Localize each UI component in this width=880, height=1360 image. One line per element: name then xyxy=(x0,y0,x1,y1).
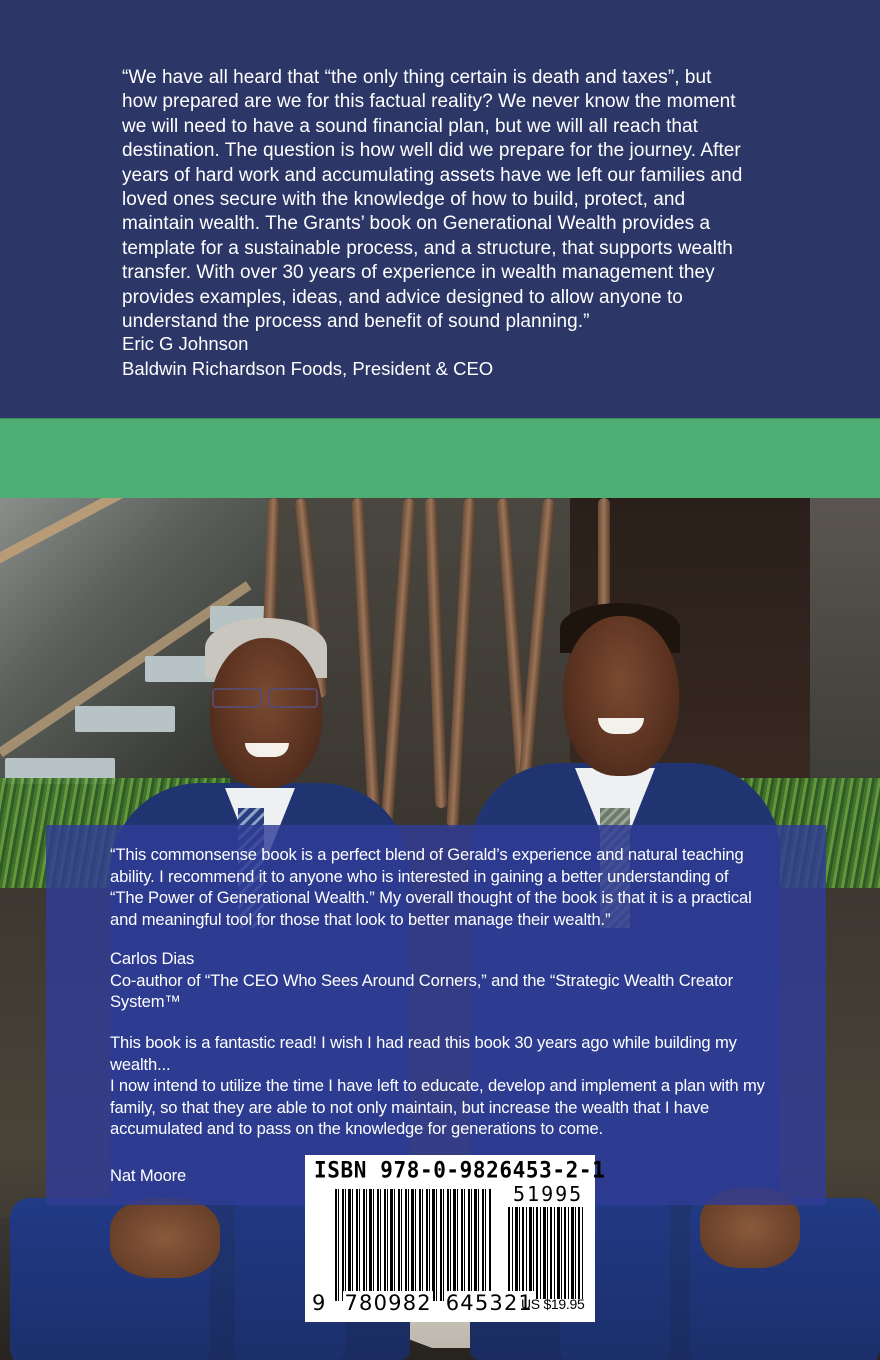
clasped-hands xyxy=(110,1198,220,1278)
quote-line: This book is a fantastic read! I wish I had read this book 30 years ago while building my xyxy=(110,1033,737,1052)
price-addon-code: 51995 xyxy=(513,1182,584,1206)
endorsement-quote-carlos-dias xyxy=(110,844,810,930)
quote-line: accumulated and to pass on the knowledge for generations to come. xyxy=(110,1119,603,1139)
tree-branch xyxy=(598,498,610,618)
quote-line: “The Power of Generational Wealth.” My overall thought of the book is that it is a practical xyxy=(110,888,752,908)
endorser-name: Nat Moore xyxy=(110,1166,187,1185)
ean-right-group: 645321 xyxy=(445,1291,534,1315)
ean13-bars xyxy=(335,1189,492,1301)
endorser-name: Carlos Dias xyxy=(110,949,195,968)
retail-price: US $19.95 xyxy=(521,1296,585,1312)
isbn-barcode xyxy=(305,1155,606,1322)
quote-line: “We have all heard that “the only thing certain is death and taxes”, but xyxy=(122,67,712,88)
green-divider-band xyxy=(0,418,880,498)
endorser-title: Baldwin Richardson Foods, President & CEO xyxy=(122,357,494,379)
older-man-face xyxy=(210,638,322,788)
tree-branch xyxy=(381,498,416,828)
tree-branch xyxy=(446,498,475,828)
quote-line: loved ones secure with the knowledge of how to build, protect, and xyxy=(122,189,686,211)
quote-line: we will need to have a sound financial plan, but we will all reach that xyxy=(122,115,698,137)
endorsement-attribution xyxy=(110,948,810,1013)
quote-line: “This commonsense book is a perfect blend of Gerald’s experience and natural teaching xyxy=(110,845,744,864)
glasses xyxy=(212,688,262,708)
quote-line: I now intend to utilize the time I have left to educate, develop and implement a plan with my xyxy=(110,1076,765,1096)
ean-left-group: 780982 xyxy=(344,1291,432,1315)
tree-branch xyxy=(517,498,555,798)
quote-line: provides examples, ideas, and advice designed to allow anyone to xyxy=(122,286,683,308)
endorser-name: Eric G Johnson xyxy=(122,333,249,354)
price-addon-bars xyxy=(508,1207,584,1299)
quote-line: maintain wealth. The Grants’ book on Generational Wealth provides a xyxy=(122,213,711,235)
top-endorsement-panel xyxy=(0,0,880,418)
quote-line: destination. The question is how well did we prepare for the journey. After xyxy=(122,140,741,162)
endorser-title: Co-author of “The CEO Who Sees Around Corners,” and the “Strategic Wealth Creator xyxy=(110,970,734,990)
quote-line: wealth... xyxy=(110,1054,171,1074)
ean-digits xyxy=(311,1291,534,1315)
quote-line: understand the process and benefit of sound planning.” xyxy=(122,311,590,333)
quote-line: family, so that they are able to not only maintain, but increase the wealth that I have xyxy=(110,1097,710,1117)
quote-line: transfer. With over 30 years of experience in wealth management they xyxy=(122,262,715,284)
stair-step xyxy=(75,706,175,732)
endorsement-attribution xyxy=(122,332,493,381)
quote-line: template for a sustainable process, and a structure, that supports wealth xyxy=(122,237,733,259)
ean-lead-digit: 9 xyxy=(312,1291,327,1315)
quote-line: and meaningful tool for those that look to better manage their wealth.” xyxy=(110,909,611,929)
quote-line: how prepared are we for this factual reality? We never know the moment xyxy=(122,91,736,113)
endorsement-quote-eric-johnson xyxy=(122,66,762,334)
tree-branch xyxy=(425,498,448,808)
glasses xyxy=(268,688,318,708)
tree-branch xyxy=(351,498,380,828)
younger-man-face xyxy=(563,616,679,776)
endorser-title: System™ xyxy=(110,992,181,1012)
quote-line: ability. I recommend it to anyone who is interested in gaining a better understanding of xyxy=(110,866,729,886)
endorsement-quote-nat-moore xyxy=(110,1032,810,1140)
endorsements-overlay xyxy=(46,825,826,1205)
isbn-number: ISBN 978-0-9826453-2-1 xyxy=(314,1157,606,1183)
quote-line: years of hard work and accumulating assets have we left our families and xyxy=(122,164,743,186)
